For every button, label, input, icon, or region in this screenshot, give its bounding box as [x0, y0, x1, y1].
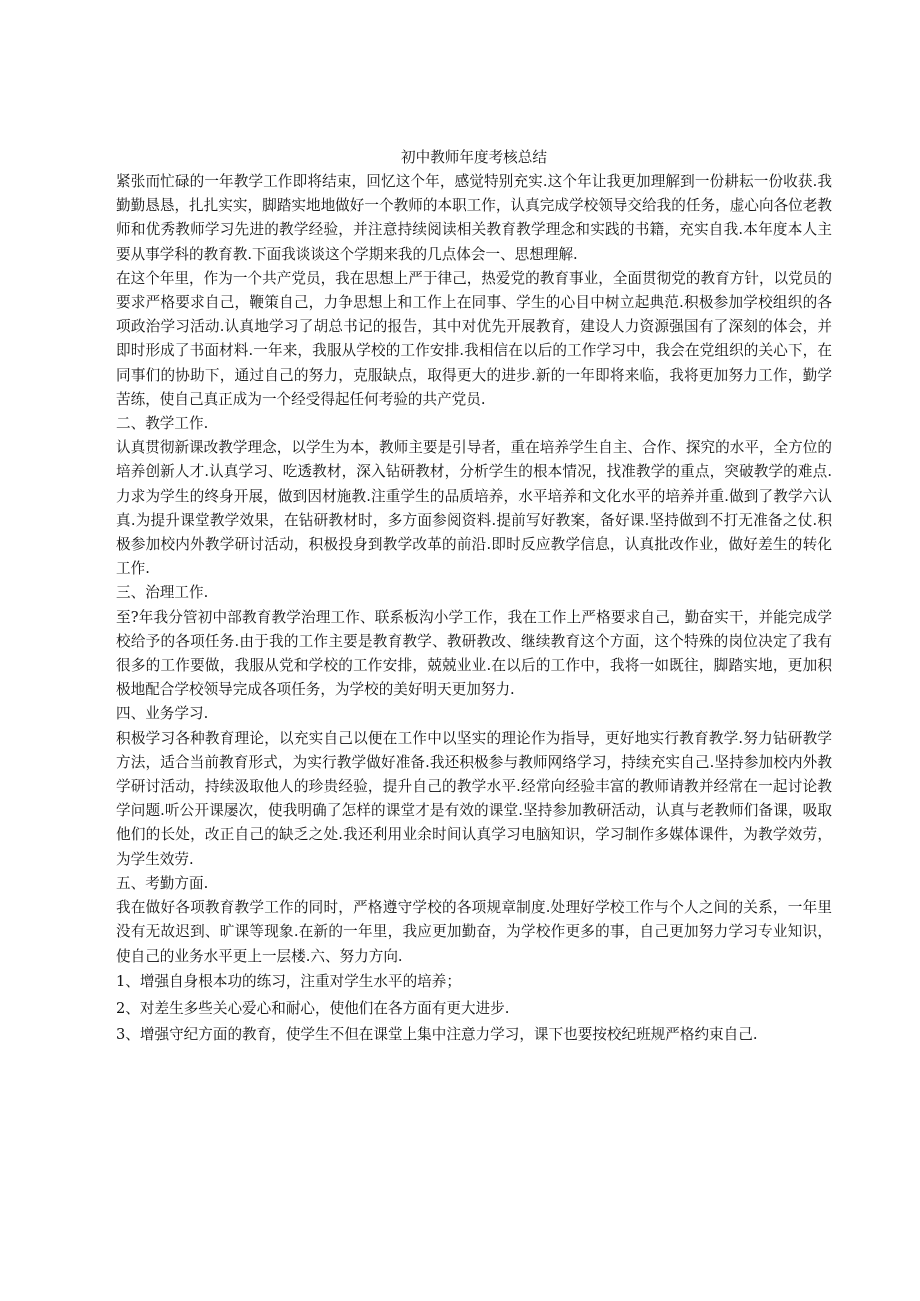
section4-heading: 四、业务学习. — [116, 705, 209, 723]
section5-paragraph: 我在做好各项教育教学工作的同时，严格遵守学校的各项规章制度.处理好学校工作与个人之间的关系，一年里没有无故迟到、旷课等现象.在新的一年里，我应更加勤奋，为学校作更多的事，自己更加努力学习专业知识，使自己的业务水平更上一层楼.六、努力方向. — [116, 899, 832, 965]
list-item: 3、增强守纪方面的教育，使学生不但在课堂上集中注意力学习，课下也要按校纪班规严格约束自己. — [116, 1025, 758, 1043]
list-item: 2、对差生多些关心爱心和耐心，使他们在各方面有更大进步. — [116, 999, 510, 1017]
section2-paragraph: 认真贯彻新课改教学理念，以学生为本，教师主要是引导者，重在培养学生自主、合作、探究的水平，全方位的培养创新人才.认真学习、吃透教材，深入钻研教材，分析学生的根本情况，找准教学的重点，突破教学的难点.力求为学生的终身开展，做到因材施教.注重学生的品质培养，水平培养和文化水平的培养并重.做到了教学六认真.为提升课堂教学效果，在钻研教材时，多方面参阅资料.提前写好教案，备好课.坚持做到不打无准备之仗.积极参加校内外教学研讨活动，积极投身到教学改革的前沿.即时反应教学信息，认真批改作业，做好差生的转化工作. — [116, 439, 832, 578]
document-page — [116, 146, 832, 1049]
document-title: 初中教师年度考核总结 — [401, 149, 547, 166]
section3-paragraph: 至?年我分管初中部教育教学治理工作、联系板沟小学工作，我在工作上严格要求自己，勤奋实干，并能完成学校给予的各项任务.由于我的工作主要是教育教学、教研教改、继续教育这个方面，这个特殊的岗位决定了我有很多的工作要做，我服从党和学校的工作安排，兢兢业业.在以后的工作中，我将一如既往，脚踏实地，更加积极地配合学校领导完成各项任务，为学校的美好明天更加努力. — [116, 608, 832, 699]
section3-heading: 三、治理工作. — [116, 584, 209, 602]
section5-heading: 五、考勤方面. — [116, 874, 209, 892]
section1-paragraph: 在这个年里，作为一个共产党员，我在思想上严于律己，热爱党的教育事业，全面贯彻党的教育方针，以党员的要求严格要求自己，鞭策自己，力争思想上和工作上在同事、学生的心目中树立起典范.积极参加学校组织的各项政治学习活动.认真地学习了胡总书记的报告，其中对优先开展教育，建设人力资源强国有了深刻的体会，并即时形成了书面材料.一年来，我服从学校的工作安排.我相信在以后的工作学习中，我会在党组织的关心下，在同事们的协助下，通过自己的努力，克服缺点，取得更大的进步.新的一年即将来临，我将更加努力工作，勤学苦练，使自己真正成为一个经受得起任何考验的共产党员. — [116, 269, 832, 408]
list-item: 1、增强自身根本功的练习，注重对学生水平的培养； — [116, 972, 461, 990]
section2-heading: 二、教学工作. — [116, 415, 209, 433]
section4-paragraph: 积极学习各种教育理论，以充实自己以便在工作中以坚实的理论作为指导，更好地实行教育教学.努力钻研教学方法，适合当前教育形式，为实行教学做好准备.我还积极参与教师网络学习，持续充实自己.坚持参加校内外教学研讨活动，持续汲取他人的珍贵经验，提升自己的教学水平.经常向经验丰富的教师请教并经常在一起讨论教学问题.听公开课屡次，使我明确了怎样的课堂才是有效的课堂.坚持参加教研活动，认真与老教师们备课，吸取他们的长处，改正自己的缺乏之处.我还利用业余时间认真学习电脑知识，学习制作多媒体课件，为教学效劳，为学生效劳. — [116, 729, 832, 868]
intro-paragraph: 紧张而忙碌的一年教学工作即将结束，回忆这个年，感觉特别充实.这个年让我更加理解到一份耕耘一份收获.我勤勤恳恳，扎扎实实，脚踏实地地做好一个教师的本职工作，认真完成学校领导交给我的任务，虚心向各位老教师和优秀教师学习先进的教学经验，并注意持续阅读相关教育教学理念和实践的书籍，充实自我.本年度本人主要从事学科的教育教.下面我谈谈这个学期来我的几点体会一、思想理解. — [116, 173, 832, 263]
